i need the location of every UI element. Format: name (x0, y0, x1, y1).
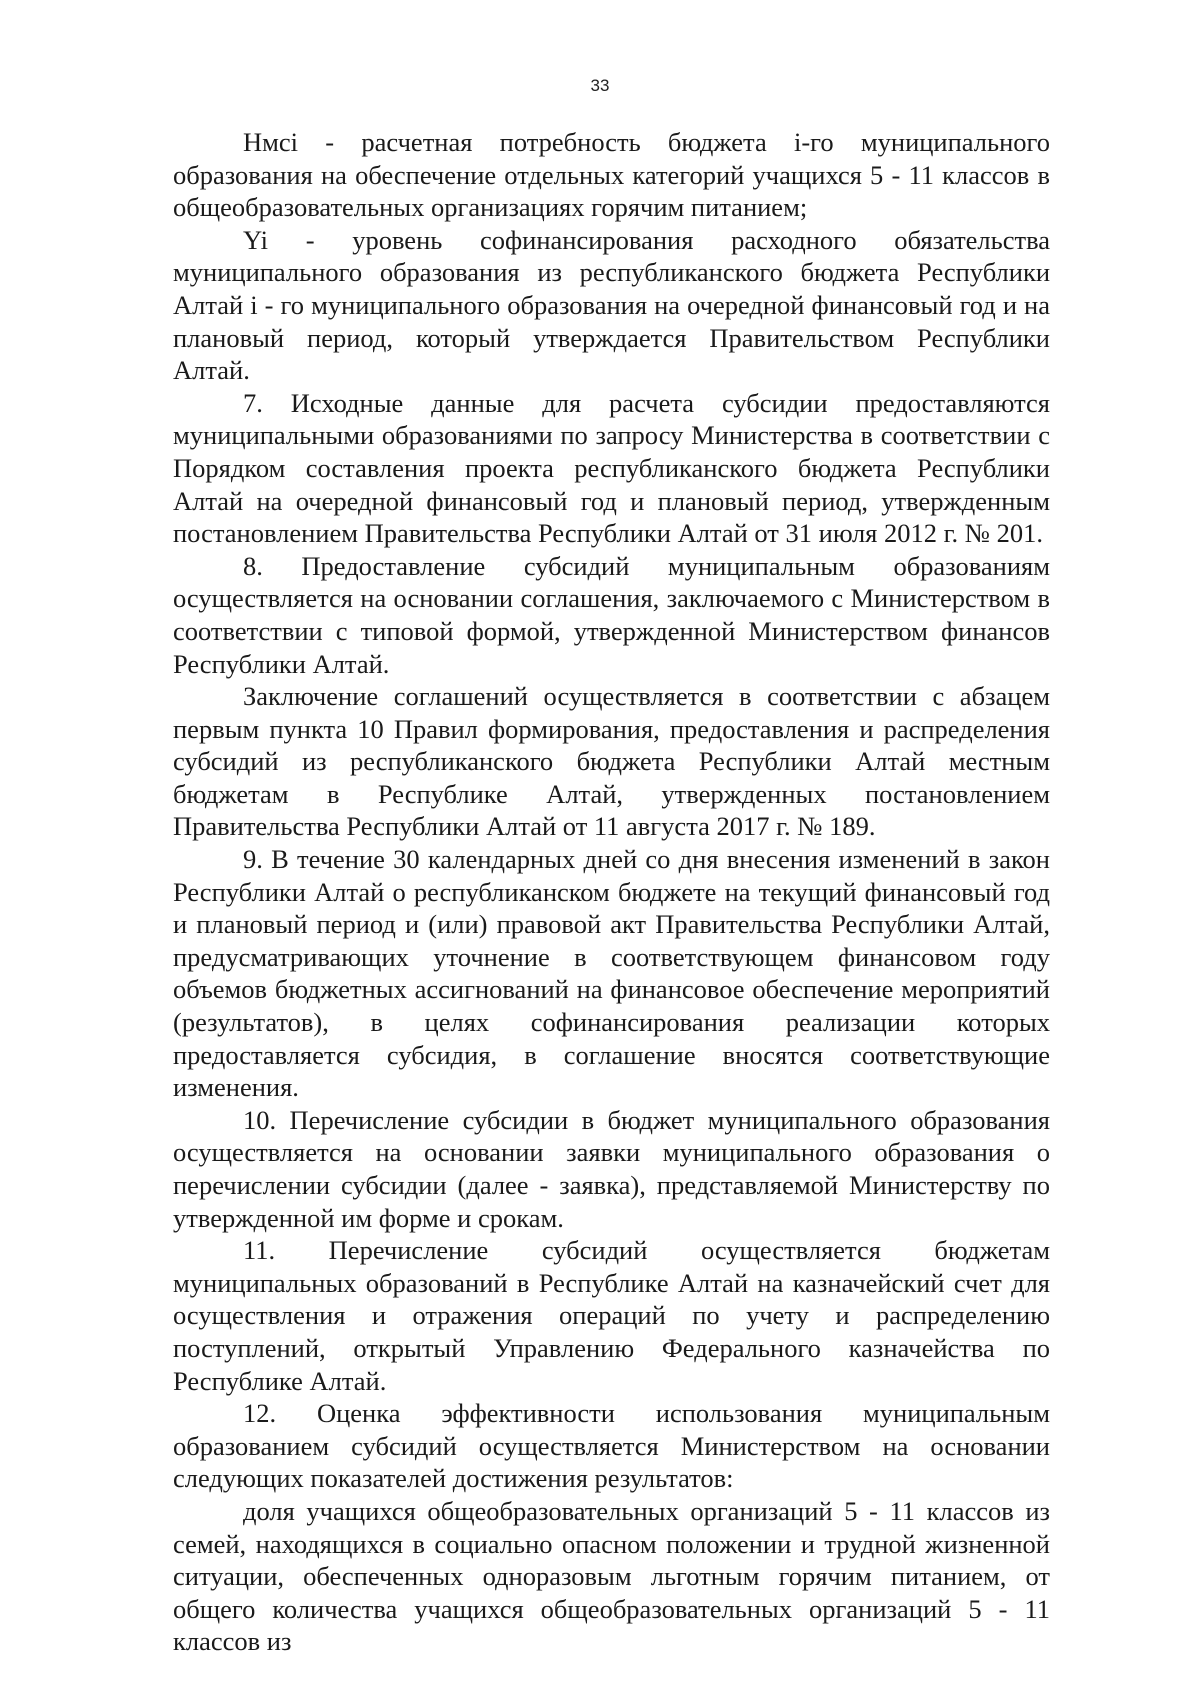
paragraph-agreement-conclusion: Заключение соглашений осуществляется в соответствии с абзацем первым пункта 10 Правил формирования, предоставления и распределения субсидий из республиканского бюджета Республики Алтай местным бюджетам в Республике Алтай, утвержденных постановлением Правительства Республики Алтай от 11 августа 2017 г. № 189. (173, 681, 1050, 842)
paragraph-yi-definition: Yi - уровень софинансирования расходного обязательства муниципального образования из республиканского бюджета Республики Алтай i - го муниципального образования на очередной финансовый год и на плановый период, который утверждается Правительством Республики Алтай. (173, 224, 1050, 386)
paragraph-item-9: 9. В течение 30 календарных дней со дня внесения изменений в закон Республики Алтай о республиканском бюджете на текущий финансовый год и плановый период и (или) правовой акт Правительства Республики Алтай, предусматривающих уточнение в соответствующем финансовом году объемов бюджетных ассигнований на финансовое обеспечение мероприятий (результатов), в целях софинансирования реализации которых предоставляется субсидия, в соглашение вносятся соответствующие изменения. (173, 844, 1050, 1103)
paragraph-item-10: 10. Перечисление субсидии в бюджет муниципального образования осуществляется на основании заявки муниципального образования о перечислении субсидии (далее - заявка), представляемой Министерству по утвержденной им форме и срокам. (173, 1104, 1050, 1233)
document-body (173, 126, 1050, 1658)
paragraph-nmci-definition: Нмсi - расчетная потребность бюджета i-го муниципального образования на обеспечение отдельных категорий учащихся 5 - 11 классов в общеобразовательных организациях горячим питанием; (173, 127, 1050, 223)
paragraph-item-7: 7. Исходные данные для расчета субсидии предоставляются муниципальными образованиями по запросу Министерства в соответствии с Порядком составления проекта республиканского бюджета Республики Алтай на очередной финансовый год и плановый период, утвержденным постановлением Правительства Республики Алтай от 31 июля 2012 г. № 201. (173, 387, 1050, 549)
paragraph-indicator-share: доля учащихся общеобразовательных организаций 5 - 11 классов из семей, находящихся в социально опасном положении и трудной жизненной ситуации, обеспеченных одноразовым льготным горячим питанием, от общего количества учащихся общеобразовательных организаций 5 - 11 классов из (173, 1495, 1050, 1657)
paragraph-item-12: 12. Оценка эффективности использования муниципальным образованием субсидий осуществляется Министерством на основании следующих показателей достижения результатов: (173, 1398, 1050, 1494)
page-number: 33 (590, 76, 610, 95)
paragraph-item-11: 11. Перечисление субсидий осуществляется бюджетам муниципальных образований в Республике Алтай на казначейский счет для осуществления и отражения операций по учету и распределению поступлений, открытый Управлению Федерального казначейства по Республике Алтай. (173, 1235, 1050, 1396)
paragraph-item-8: 8. Предоставление субсидий муниципальным образованиям осуществляется на основании соглашения, заключаемого с Министерством в соответствии с типовой формой, утвержденной Министерством финансов Республики Алтай. (173, 550, 1050, 679)
